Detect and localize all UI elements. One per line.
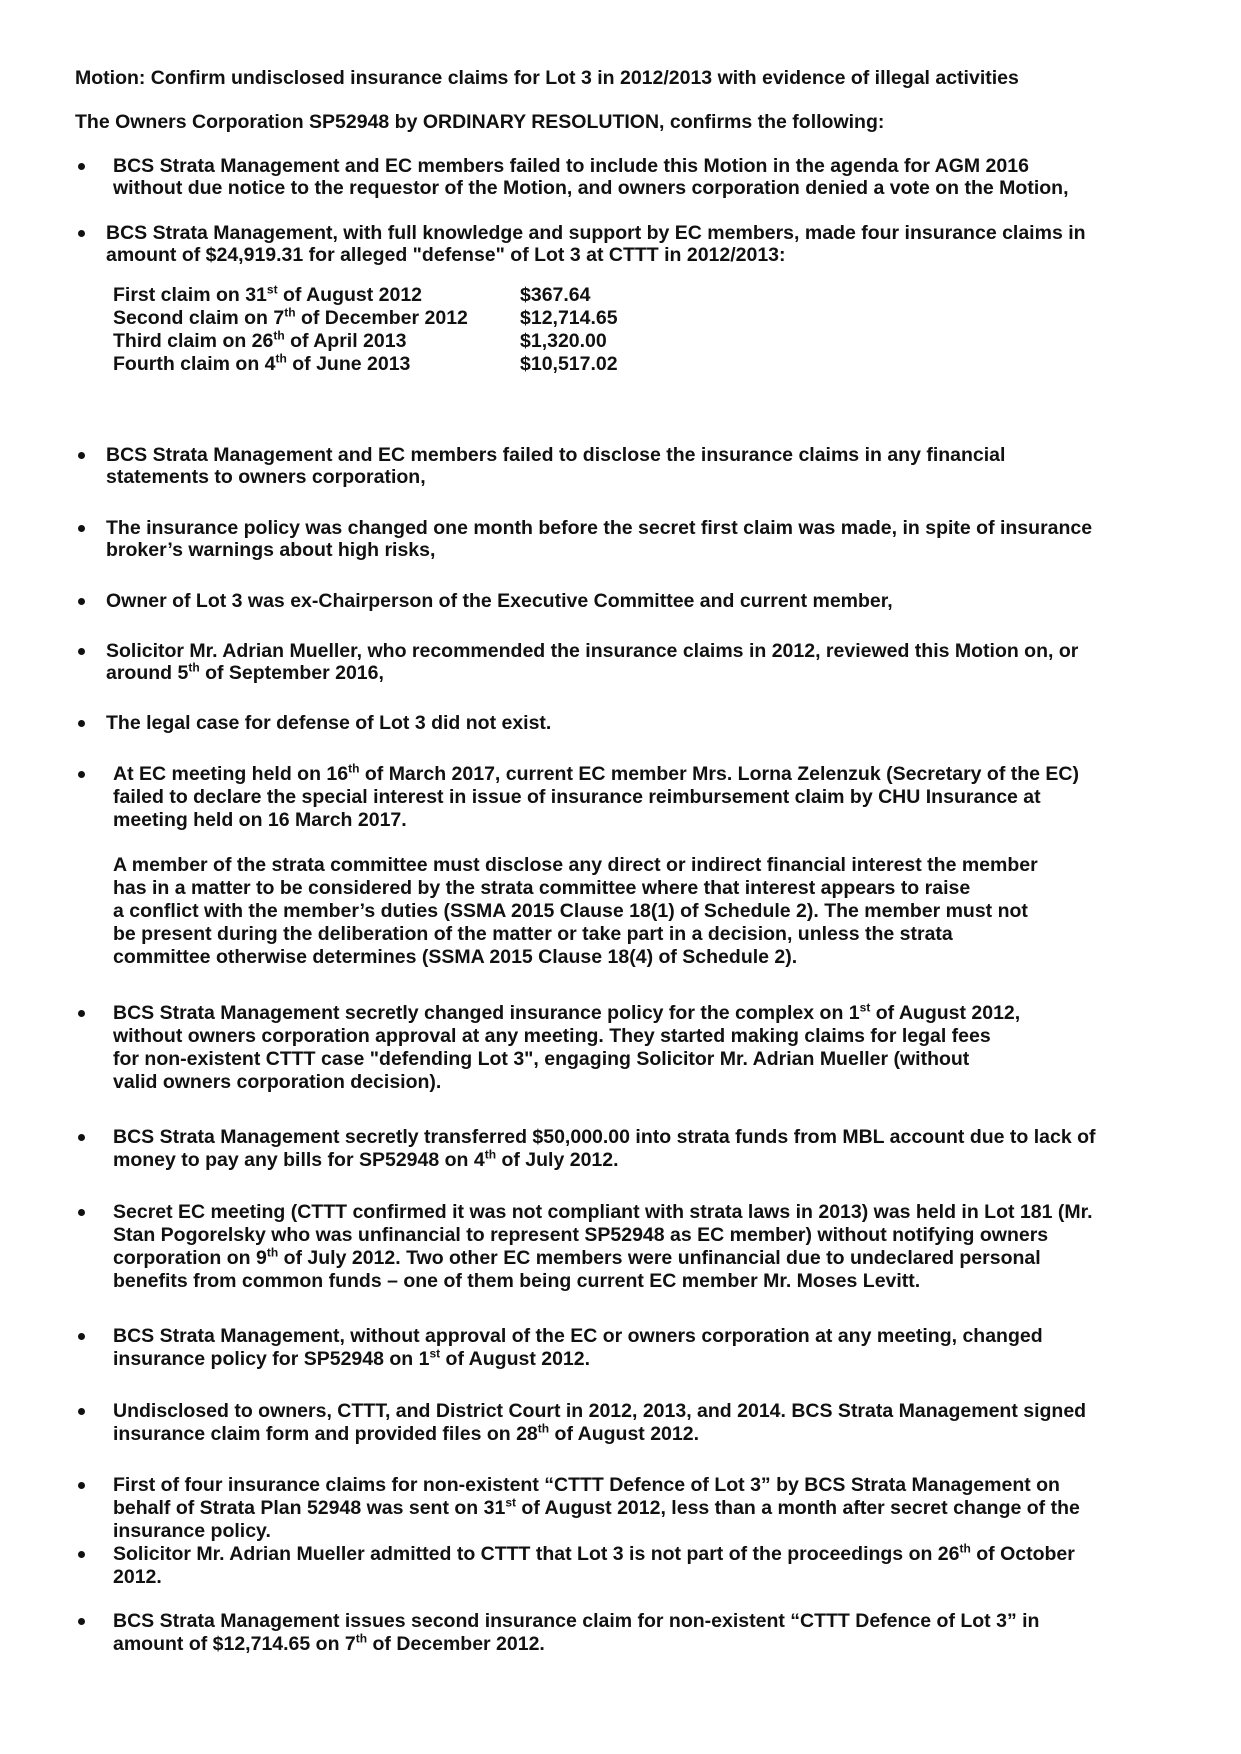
- bullet-5-line-1: Owner of Lot 3 was ex-Chairperson of the Executive Committee and current member,: [106, 590, 893, 612]
- bullet-7: [78, 720, 85, 727]
- bullet-14: [78, 1482, 85, 1489]
- bullet-11-line-1: Secret EC meeting (CTTT confirmed it was not compliant with strata laws in 2013) was held in Lot 181 (Mr.: [113, 1201, 1093, 1223]
- bullet-12: [78, 1333, 85, 1340]
- bullet-4: [78, 525, 85, 532]
- paragraph-line-3: a conflict with the member’s duties (SSMA 2015 Clause 18(1) of Schedule 2). The member must not: [113, 900, 1028, 922]
- bullet-15-line-2: 2012.: [113, 1566, 162, 1588]
- bullet-16-line-2: amount of $12,714.65 on 7th of December 2012.: [113, 1631, 545, 1655]
- claim-amount: $10,517.02: [520, 353, 618, 375]
- bullet-13-line-2: insurance claim form and provided files on 28th of August 2012.: [113, 1421, 700, 1445]
- bullet-4-line-1: The insurance policy was changed one month before the secret first claim was made, in spite of insurance: [106, 517, 1093, 539]
- bullet-8-line-2: failed to declare the special interest in issue of insurance reimbursement claim by CHU Insurance at: [113, 786, 1041, 808]
- paragraph-line-1: A member of the strata committee must disclose any direct or indirect financial interest the member: [113, 854, 1038, 876]
- bullet-5: [78, 598, 85, 605]
- bullet-2-line-1: BCS Strata Management, with full knowledge and support by EC members, made four insurance claims in: [106, 222, 1086, 244]
- bullet-1-line-2: without due notice to the requestor of the Motion, and owners corporation denied a vote on the Motion,: [113, 177, 1069, 199]
- paragraph-line-4: be present during the deliberation of the matter or take part in a decision, unless the strata: [113, 923, 953, 945]
- bullet-9-line-1: BCS Strata Management secretly changed insurance policy for the complex on 1st of August 2012,: [113, 1000, 1021, 1024]
- bullet-6-line-1: Solicitor Mr. Adrian Mueller, who recommended the insurance claims in 2012, reviewed this Motion on, or: [106, 640, 1079, 662]
- bullet-2-line-2: amount of $24,919.31 for alleged "defense" of Lot 3 at CTTT in 2012/2013:: [106, 244, 786, 266]
- bullet-8-line-1: At EC meeting held on 16th of March 2017, current EC member Mrs. Lorna Zelenzuk (Secretary of the EC): [113, 761, 1079, 785]
- paragraph-line-5: committee otherwise determines (SSMA 2015 Clause 18(4) of Schedule 2).: [113, 946, 798, 968]
- bullet-10: [78, 1134, 85, 1141]
- bullet-1-line-1: BCS Strata Management and EC members failed to include this Motion in the agenda for AGM 2016: [113, 155, 1029, 177]
- bullet-15: [78, 1551, 85, 1558]
- bullet-14-line-1: First of four insurance claims for non-existent “CTTT Defence of Lot 3” by BCS Strata Management on: [113, 1474, 1060, 1496]
- bullet-9-line-2: without owners corporation approval at any meeting. They started making claims for legal fees: [113, 1025, 991, 1047]
- bullet-3: [78, 452, 85, 459]
- claim-amount: $1,320.00: [520, 330, 607, 352]
- bullet-7-line-1: The legal case for defense of Lot 3 did not exist.: [106, 712, 552, 734]
- bullet-12-line-1: BCS Strata Management, without approval of the EC or owners corporation at any meeting, changed: [113, 1325, 1043, 1347]
- bullet-11-line-2: Stan Pogorelsky who was unfinancial to represent SP52948 as EC member) without notifying owners: [113, 1224, 1049, 1246]
- bullet-14-line-2: behalf of Strata Plan 52948 was sent on 31st of August 2012, less than a month after secret change of the: [113, 1495, 1080, 1519]
- bullet-2: [78, 230, 85, 237]
- claim-description: Second claim on 7th of December 2012: [113, 305, 468, 329]
- bullet-9-line-4: valid owners corporation decision).: [113, 1071, 442, 1093]
- bullet-13-line-1: Undisclosed to owners, CTTT, and District Court in 2012, 2013, and 2014. BCS Strata Management signed: [113, 1400, 1087, 1422]
- bullet-6-line-2: around 5th of September 2016,: [106, 660, 384, 684]
- bullet-8: [78, 771, 85, 778]
- motion-title: Motion: Confirm undisclosed insurance claims for Lot 3 in 2012/2013 with evidence of illegal activities: [75, 67, 1019, 89]
- bullet-16-line-1: BCS Strata Management issues second insurance claim for non-existent “CTTT Defence of Lot 3” in: [113, 1610, 1040, 1632]
- bullet-3-line-2: statements to owners corporation,: [106, 466, 426, 488]
- bullet-9: [78, 1010, 85, 1017]
- paragraph-line-2: has in a matter to be considered by the strata committee where that interest appears to raise: [113, 877, 971, 899]
- bullet-10-line-2: money to pay any bills for SP52948 on 4th of July 2012.: [113, 1147, 619, 1171]
- claim-description: Fourth claim on 4th of June 2013: [113, 351, 411, 375]
- bullet-11-line-4: benefits from common funds – one of them being current EC member Mr. Moses Levitt.: [113, 1270, 921, 1292]
- bullet-15-line-1: Solicitor Mr. Adrian Mueller admitted to CTTT that Lot 3 is not part of the proceedings on 26th of October: [113, 1541, 1075, 1565]
- resolution-statement: The Owners Corporation SP52948 by ORDINARY RESOLUTION, confirms the following:: [75, 111, 885, 133]
- bullet-4-line-2: broker’s warnings about high risks,: [106, 539, 436, 561]
- bullet-13: [78, 1408, 85, 1415]
- bullet-10-line-1: BCS Strata Management secretly transferred $50,000.00 into strata funds from MBL account due to lack of: [113, 1126, 1096, 1148]
- bullet-11-line-3: corporation on 9th of July 2012. Two other EC members were unfinancial due to undeclared personal: [113, 1245, 1041, 1269]
- bullet-11: [78, 1209, 85, 1216]
- bullet-9-line-3: for non-existent CTTT case "defending Lot 3", engaging Solicitor Mr. Adrian Mueller (without: [113, 1048, 970, 1070]
- bullet-8-line-3: meeting held on 16 March 2017.: [113, 809, 407, 831]
- claim-description: Third claim on 26th of April 2013: [113, 328, 407, 352]
- claim-amount: $12,714.65: [520, 307, 618, 329]
- bullet-1: [78, 163, 85, 170]
- claim-description: First claim on 31st of August 2012: [113, 282, 423, 306]
- bullet-6: [78, 648, 85, 655]
- bullet-14-line-3: insurance policy.: [113, 1520, 271, 1542]
- bullet-3-line-1: BCS Strata Management and EC members failed to disclose the insurance claims in any financial: [106, 444, 1006, 466]
- bullet-12-line-2: insurance policy for SP52948 on 1st of August 2012.: [113, 1346, 591, 1370]
- bullet-16: [78, 1618, 85, 1625]
- claim-amount: $367.64: [520, 284, 591, 306]
